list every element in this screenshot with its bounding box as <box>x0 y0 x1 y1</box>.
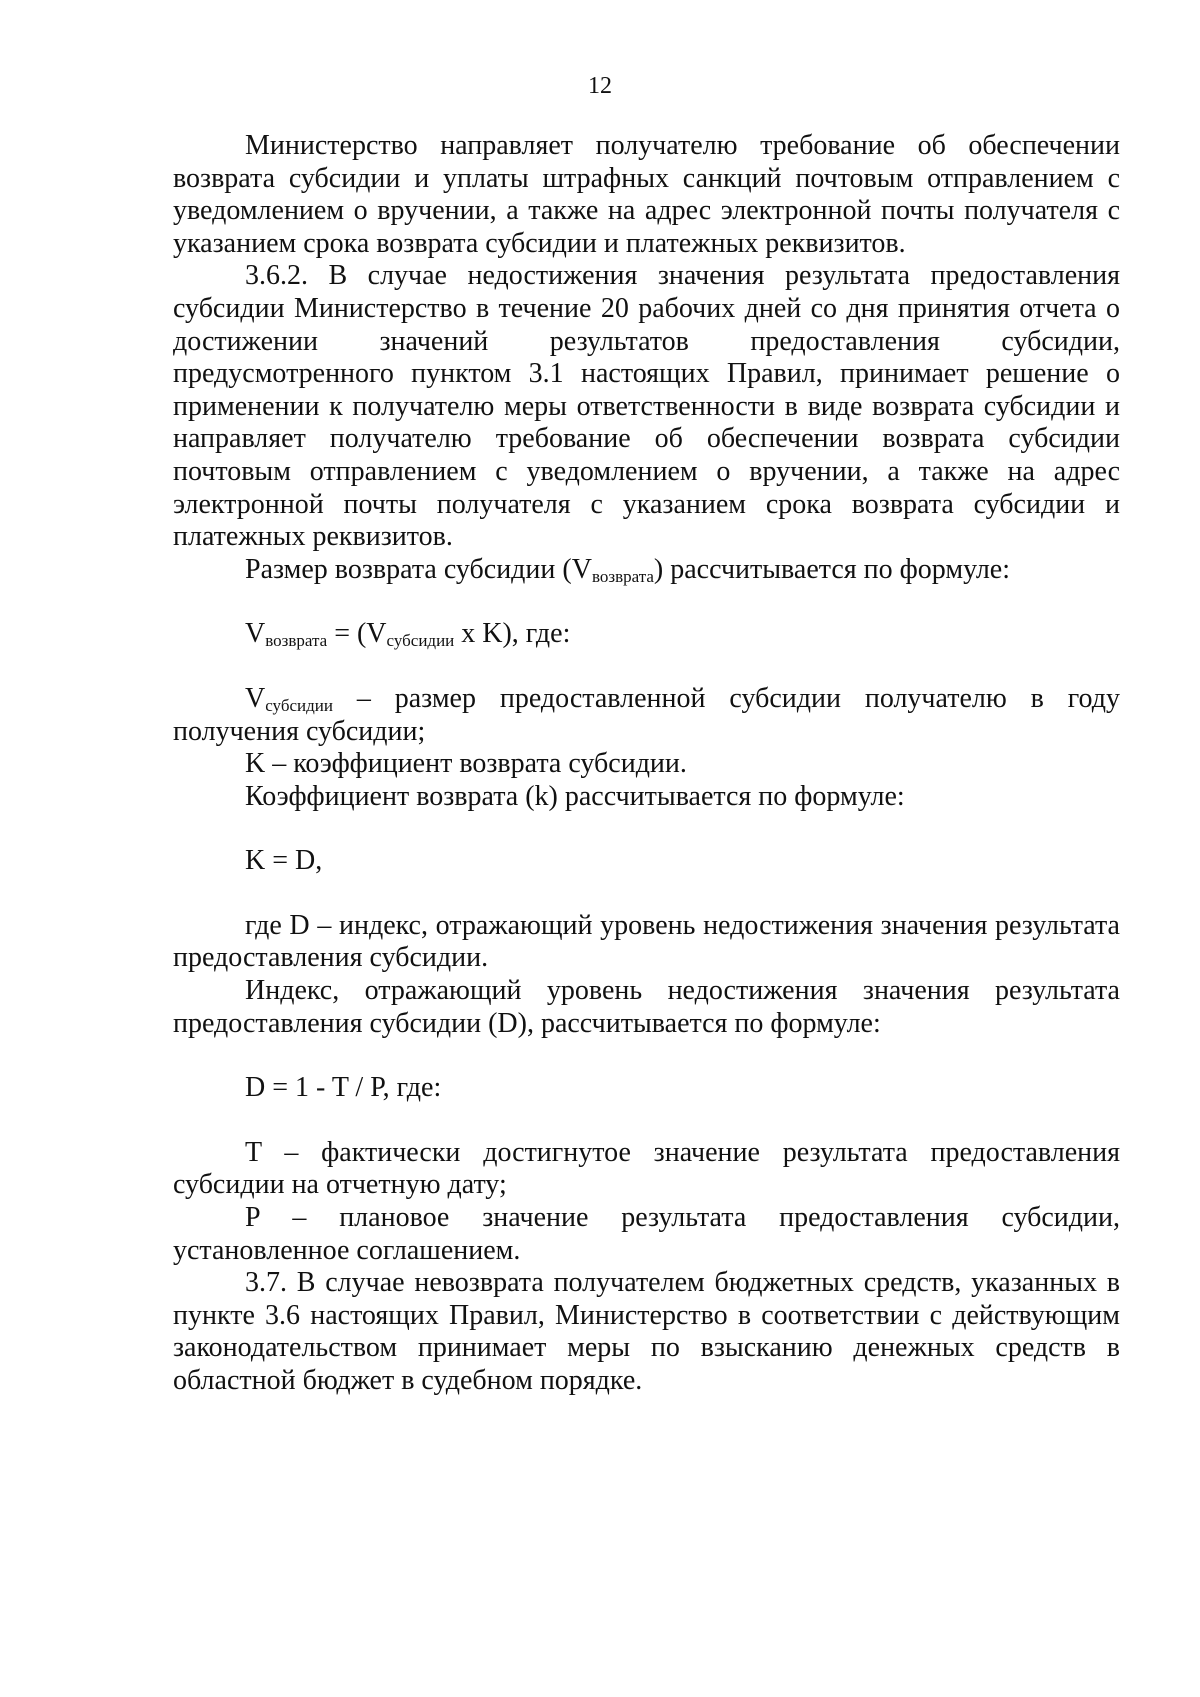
spacer <box>173 1040 1120 1072</box>
formula-return-sub-return: возврата <box>265 631 328 651</box>
subsidy-volume-text: – размер предоставленной субсидии получателю в году получения субсидии; <box>173 682 1120 747</box>
formula-return-end: x K), где: <box>454 618 571 650</box>
paragraph-3-7: 3.7. В случае невозврата получателем бюджетных средств, указанных в пункте 3.6 настоящих Правил, Министерство в соответствии с действующим законодательством принимает меры по взысканию денежных средств в областной бюджет в судебном порядке. <box>173 1267 1120 1396</box>
subsidy-volume-v: V <box>245 682 266 714</box>
paragraph-subsidy-volume-definition <box>173 683 1120 748</box>
spacer <box>173 813 1120 845</box>
formula-d: D = 1 - T / P, где: <box>245 1072 442 1104</box>
paragraph-d-definition: где D – индекс, отражающий уровень недостижения значения результата предоставления субсидии. <box>173 909 1120 974</box>
formula-return-volume <box>173 618 1120 651</box>
subsidy-volume-subscript: субсидии <box>265 695 333 715</box>
formula-return-equals: = (V <box>327 618 387 650</box>
document-body <box>173 130 1120 1398</box>
return-size-subscript: возврата <box>591 566 654 586</box>
spacer <box>173 878 1120 910</box>
spacer <box>173 1105 1120 1137</box>
paragraph-k-definition: K – коэффициент возврата субсидии. <box>245 748 687 780</box>
paragraph-p-definition: P – плановое значение результата предоставления субсидии, установленное соглашением. <box>173 1202 1120 1266</box>
paragraph-3-6-2: 3.6.2. В случае недостижения значения результата предоставления субсидии Министерство в течение 20 рабочих дней со дня принятия отчета о достижении значений результатов предоставления субсидии, предусмотренного пунктом 3.1 настоящих Правил, принимает решение о применении к получателю меры ответственности в виде возврата субсидии и направляет получателю требование об обеспечении возврата субсидии почтовым отправлением с уведомлением о вручении, а также на адрес электронной почты получателя с указанием срока возврата субсидии и платежных реквизитов. <box>173 260 1120 553</box>
page-number: 12 <box>588 73 612 99</box>
spacer <box>173 651 1120 683</box>
paragraph-k-formula-intro: Коэффициент возврата (k) рассчитывается по формуле: <box>245 780 905 812</box>
formula-return-v: V <box>245 618 266 650</box>
return-size-text-end: ) рассчитывается по формуле: <box>653 553 1011 585</box>
paragraph-t-definition: T – фактически достигнутое значение результата предоставления субсидии на отчетную дату; <box>173 1136 1120 1201</box>
formula-return-sub-subsidy: субсидии <box>386 631 455 651</box>
spacer <box>173 586 1120 618</box>
paragraph-return-size <box>173 554 1120 587</box>
paragraph-d-formula-intro: Индекс, отражающий уровень недостижения значения результата предоставления субсидии (D), рассчитывается по формуле: <box>173 975 1120 1039</box>
return-size-text-start: Размер возврата субсидии (V <box>245 553 592 585</box>
paragraph-ministry-requirement: Министерство направляет получателю требование об обеспечении возврата субсидии и уплаты штрафных санкций почтовым отправлением с уведомлением о вручении, а также на адрес электронной почты получателя с указанием срока возврата субсидии и платежных реквизитов. <box>173 130 1120 259</box>
formula-k-equals-d: K = D, <box>245 845 323 877</box>
